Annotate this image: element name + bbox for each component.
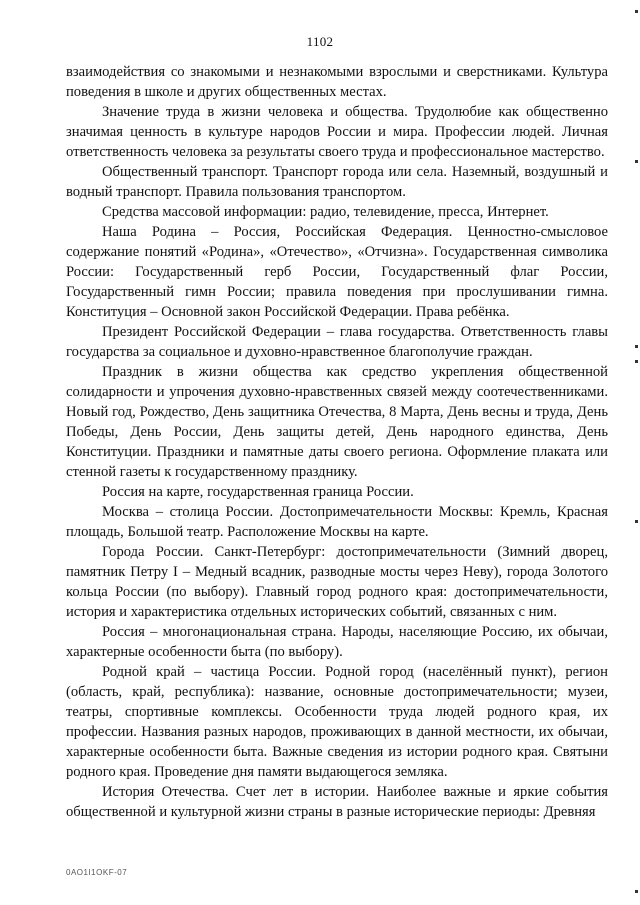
paragraph-history: История Отечества. Счет лет в истории. Наиболее важные и яркие события общественной и культурной жизни страны в разные исторические периоды: Древняя xyxy=(66,784,608,820)
scan-edge-mark xyxy=(635,520,638,523)
paragraph-motherland: Наша Родина – Россия, Российская Федерация. Ценностно-смысловое содержание понятий «Родина», «Отечество», «Отчизна». Государственная символика России: Государственный герб России, Государственный флаг России, Государственный гимн России; правила поведения при прослушивании гимна. Конституция – Основной закон Российской Федерации. Права ребёнка. xyxy=(66,224,608,320)
paragraph-public-transport: Общественный транспорт. Транспорт города или села. Наземный, воздушный и водный транспорт. Правила пользования транспортом. xyxy=(66,164,608,200)
scan-edge-mark xyxy=(635,345,638,348)
paragraph-president: Президент Российской Федерации – глава государства. Ответственность главы государства за социальное и духовно-нравственное благополучие граждан. xyxy=(66,324,608,360)
scan-edge-mark xyxy=(635,890,638,893)
paragraph-cities: Города России. Санкт-Петербург: достопримечательности (Зимний дворец, памятник Петру I – Медный всадник, разводные мосты через Неву), города Золотого кольца России (по выбору). Главный город родного края: достопримечательности, история и характеристика отдельных исторических событий, связанных с ним. xyxy=(66,544,608,620)
paragraph-multinational: Россия – многонациональная страна. Народы, населяющие Россию, их обычаи, характерные особенности быта (по выбору). xyxy=(66,624,608,660)
paragraph-holidays: Праздник в жизни общества как средство укрепления общественной солидарности и упрочения духовно-нравственных связей между соотечественниками. Новый год, Рождество, День защитника Отечества, 8 Марта, День весны и труда, День Победы, День России, День защиты детей, День народного единства, День Конституции. Праздники и памятные даты своего региона. Оформление плаката или стенной газеты к государственному празднику. xyxy=(66,364,608,480)
scan-edge-mark xyxy=(635,160,638,163)
scan-edge-mark xyxy=(635,10,638,13)
document-body xyxy=(66,62,608,822)
paragraph-russia-map: Россия на карте, государственная граница России. xyxy=(102,484,414,500)
paragraph-mass-media: Средства массовой информации: радио, телевидение, пресса, Интернет. xyxy=(102,204,549,220)
page-number: 1102 xyxy=(306,34,334,49)
paragraph-moscow: Москва – столица России. Достопримечательности Москвы: Кремль, Красная площадь, Большой театр. Расположение Москвы на карте. xyxy=(66,504,608,540)
footer-document-code: 0AO1I1OKF-07 xyxy=(66,868,128,877)
paragraph-labor-value: Значение труда в жизни человека и общества. Трудолюбие как общественно значимая ценность в культуре народов России и мира. Профессии людей. Личная ответственность человека за результаты своего труда и профессиональное мастерство. xyxy=(66,104,608,160)
paragraph-native-land: Родной край – частица России. Родной город (населённый пункт), регион (область, край, республика): название, основные достопримечательности; музеи, театры, спортивные комплексы. Особенности труда людей родного края, их профессии. Названия разных народов, проживающих в данной местности, их обычаи, характерные особенности быта. Важные сведения из истории родного края. Святыни родного края. Проведение дня памяти выдающегося земляка. xyxy=(66,664,608,780)
paragraph-continuation: взаимодействия со знакомыми и незнакомыми взрослыми и сверстниками. Культура поведения в школе и других общественных местах. xyxy=(66,64,608,100)
scan-edge-mark xyxy=(635,360,638,363)
